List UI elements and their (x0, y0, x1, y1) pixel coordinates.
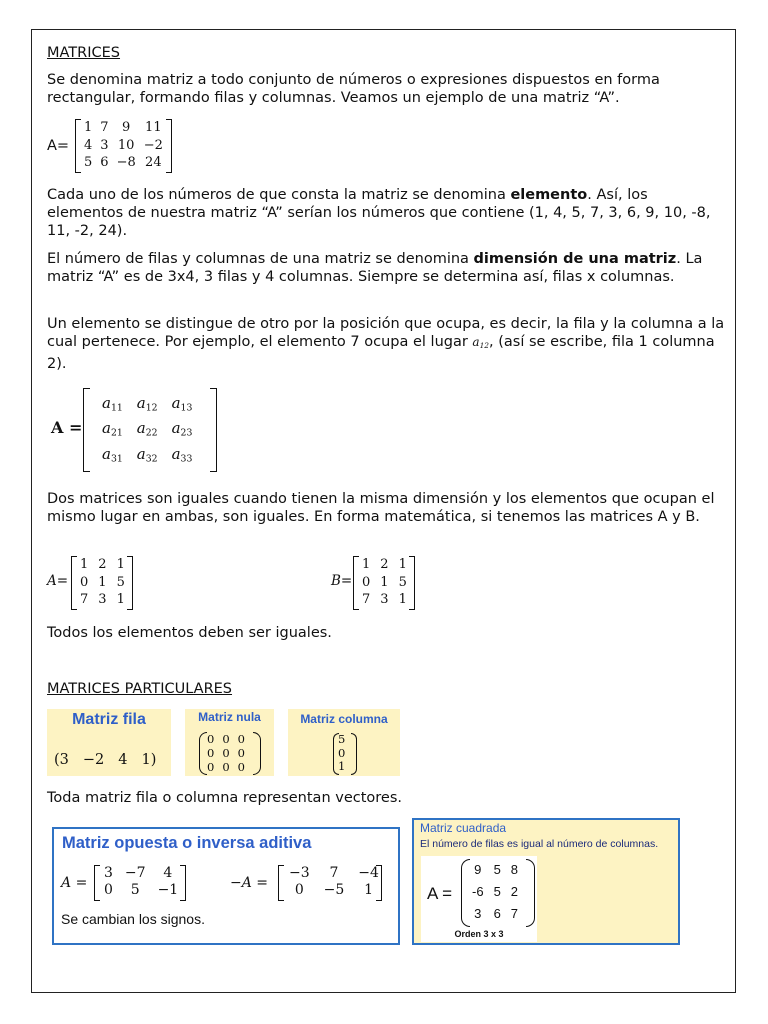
iguales-closing: Todos los elementos deben ser iguales. (47, 625, 332, 641)
cuadrada-cell: 5 (493, 862, 501, 877)
page-title: MATRICES (47, 45, 121, 61)
opuesta-neg-cell: 0 (294, 882, 304, 898)
opuesta-a-cell: 5 (130, 882, 140, 898)
matrix-eq-b-cell: 2 (380, 557, 389, 572)
opuesta-neg-cell: 1 (364, 882, 374, 898)
matrix-eq-b-cell: 1 (398, 592, 407, 607)
matrix-eq-b-cell: 5 (398, 574, 407, 590)
opuesta-neg-row (282, 882, 386, 899)
particulares-title: MATRICES PARTICULARES (47, 681, 233, 697)
general-matrix-cell: $a_{31}$ (102, 444, 123, 464)
opuesta-a-row (98, 865, 184, 882)
matriz-fila-value: 4 (118, 752, 128, 768)
cuadrada-cell: 8 (510, 862, 519, 877)
cuadrada-cell: 5 (493, 884, 501, 899)
matriz-nula-cell: 0 (207, 732, 215, 746)
matrix-a-cell: 24 (145, 155, 162, 170)
matriz-nula-cell: 0 (207, 760, 215, 774)
cuadrada-label: A = (427, 884, 453, 903)
opuesta-neg-cell: −3 (289, 865, 310, 881)
general-matrix-row (95, 416, 199, 441)
iguales-paragraph: Dos matrices son iguales cuando tienen la misma dimensión y los elementos que ocupan el mismo lugar en ambas, son iguales. En forma matemática, si tenemos las matrices A y B. (47, 491, 715, 525)
matrix-eq-a-cell: 3 (98, 592, 107, 607)
cuadrada-cell: 3 (474, 906, 482, 921)
matrix-eq-a-cell: 5 (116, 574, 125, 590)
matrix-eq-a-cell: 1 (116, 557, 125, 572)
matriz-nula-cell: 0 (222, 760, 230, 774)
general-matrix-label: A = (51, 418, 83, 437)
general-matrix-cell: $a_{32}$ (136, 444, 158, 464)
opuesta-a-label: A = (61, 875, 88, 891)
matriz-nula-cell: 0 (207, 746, 215, 760)
matriz-columna-title: Matriz columna (300, 712, 388, 726)
matriz-columna-cell: 1 (338, 759, 346, 773)
matrix-a-row (80, 119, 167, 137)
general-matrix-row (95, 391, 199, 416)
matriz-cuadrada-box (412, 818, 680, 945)
matrix-eq-a-cell: 1 (116, 592, 125, 607)
opuesta-a-row (98, 882, 184, 899)
matriz-fila-value: −2 (82, 752, 105, 768)
opuesta-a-cell: 4 (163, 865, 173, 881)
matriz-nula-title: Matriz nula (198, 710, 261, 724)
matrix-a-cell: −2 (143, 137, 163, 153)
matrix-eq-a-row (75, 591, 130, 609)
matriz-cuadrada-image (421, 856, 537, 942)
matrix-a-cell: 6 (100, 155, 109, 170)
matrix-a-cell: 7 (100, 120, 109, 135)
cuadrada-row (467, 881, 523, 903)
matrix-eq-a-row (75, 556, 130, 574)
matrix-eq-b-cell: 3 (380, 592, 389, 607)
cuadrada-cell: 7 (510, 906, 519, 921)
matriz-nula-row (203, 760, 249, 774)
matriz-fila-values (54, 752, 156, 768)
cuadrada-cell: 6 (493, 906, 501, 921)
matrix-a-cell: 5 (84, 155, 93, 170)
matriz-nula-cell: 0 (237, 760, 245, 774)
general-matrix-cell: $a_{21}$ (102, 419, 123, 439)
matrix-eq-a-label: A= (47, 573, 69, 589)
dimension-paragraph: El número de filas y columnas de una matriz se denomina dimensión de una matriz. La matriz “A” es de 3x4, 3 filas y 4 columnas. Siempre se determina así, filas x columnas. (47, 251, 703, 285)
cuadrada-row (467, 859, 523, 881)
cuadrada-row (467, 903, 523, 925)
matriz-nula-row (203, 732, 249, 746)
matrix-eq-b-cell: 1 (398, 557, 407, 572)
matrix-eq-a-cell: 1 (98, 574, 107, 590)
cuadrada-matrix (461, 859, 535, 927)
matrix-a-cell: 3 (100, 137, 109, 153)
matrix-a-cell: 10 (117, 137, 135, 153)
matrix-eq-b (353, 556, 415, 610)
cuadrada-cell: 9 (474, 862, 482, 877)
matriz-nula-cell: 0 (222, 732, 230, 746)
matrix-a-row (80, 137, 167, 155)
matriz-opuesta-box (52, 827, 400, 945)
general-matrix-cell: $a_{23}$ (171, 419, 193, 439)
matrix-eq-a-row (75, 574, 130, 592)
intro-paragraph: Se denomina matriz a todo conjunto de números o expresiones dispuestos en forma rectangular, formando filas y columnas. Veamos un ejemplo de una matriz “A”. (47, 72, 660, 106)
matriz-nula-matrix (199, 732, 261, 775)
matrix-a-cell: 9 (122, 120, 131, 135)
matriz-fila-title: Matriz fila (72, 711, 146, 728)
matriz-nula-cell: 0 (237, 746, 245, 760)
opuesta-neg-matrix (278, 865, 382, 901)
opuesta-a-cell: −7 (124, 865, 146, 881)
matriz-fila-value: (3 (54, 752, 69, 768)
opuesta-neg-cell: −4 (358, 865, 379, 881)
matriz-nula-cell: 0 (222, 746, 230, 760)
general-matrix-cell: $a_{12}$ (136, 394, 158, 414)
matriz-columna-cell: 0 (338, 745, 346, 760)
matrix-a-cell: 11 (145, 120, 162, 135)
elemento-paragraph: Cada uno de los números de que consta la matriz se denomina elemento. Así, los elementos de nuestra matriz “A” serían los números que contiene (1, 4, 5, 7, 3, 6, 9, 10, -8, 11, -2, 24). (47, 187, 711, 239)
matrix-a-cell: 4 (84, 137, 93, 153)
matrix-eq-a (71, 556, 133, 610)
matriz-columna-matrix (333, 733, 357, 775)
matrix-eq-a-cell: 2 (98, 557, 107, 572)
opuesta-a-cell: 3 (104, 865, 113, 881)
matrix-a-cell: 1 (84, 120, 93, 135)
matriz-columna-cell: 5 (338, 732, 346, 746)
matrix-eq-b-row (357, 556, 412, 574)
opuesta-a-cell: 0 (104, 882, 113, 898)
opuesta-a-matrix (94, 865, 186, 901)
opuesta-a-cell: −1 (157, 882, 179, 898)
general-matrix-cell: $a_{22}$ (136, 419, 158, 439)
general-matrix (83, 388, 217, 472)
opuesta-neg-cell: 7 (329, 865, 339, 881)
matrix-a-label: A= (47, 138, 70, 154)
matriz-fila-value: 1) (141, 752, 157, 768)
matrix-a (75, 119, 172, 173)
matrix-eq-a-cell: 0 (80, 574, 89, 590)
matrix-eq-b-cell: 1 (380, 574, 389, 590)
opuesta-neg-label: −A = (230, 875, 269, 891)
document-page (31, 29, 736, 993)
matrix-eq-b-cell: 0 (362, 574, 371, 590)
matrix-eq-b-cell: 1 (362, 557, 371, 572)
matrix-a-cell: −8 (116, 155, 136, 170)
matriz-nula-row (203, 746, 249, 760)
matrix-eq-a-cell: 7 (80, 592, 89, 607)
matriz-fila-box (47, 709, 171, 776)
matrix-eq-b-row (357, 574, 412, 592)
general-matrix-cell: $a_{11}$ (102, 394, 123, 414)
vectores-note: Toda matriz fila o columna representan vectores. (47, 790, 403, 806)
cuadrada-orden: Orden 3 x 3 (454, 929, 504, 939)
matriz-nula-cell: 0 (237, 732, 245, 746)
posicion-paragraph: Un elemento se distingue de otro por la posición que ocupa, es decir, la fila y la columna a la cual pertenece. Por ejemplo, el elemento 7 ocupa el lugar $a_{12}$, (así se escribe, fila 1 columna 2). (47, 316, 725, 372)
matrix-eq-b-row (357, 591, 412, 609)
opuesta-neg-row (282, 865, 386, 882)
matriz-opuesta-title: Matriz opuesta o inversa aditiva (62, 834, 312, 852)
matrix-eq-b-label: B= (331, 573, 353, 589)
general-matrix-row (95, 442, 199, 467)
matrix-eq-b-cell: 7 (362, 592, 371, 607)
matriz-nula-box (185, 709, 274, 776)
matriz-columna-box (288, 709, 400, 776)
opuesta-note: Se cambian los signos. (61, 911, 205, 927)
opuesta-neg-cell: −5 (323, 882, 345, 898)
cuadrada-cell: -6 (472, 884, 484, 899)
general-matrix-cell: $a_{13}$ (171, 394, 193, 414)
matrix-eq-a-cell: 1 (80, 557, 89, 572)
general-matrix-cell: $a_{33}$ (171, 444, 193, 464)
matrix-a-row (80, 154, 167, 172)
cuadrada-cell: 2 (510, 884, 519, 899)
matriz-cuadrada-title: Matriz cuadrada (420, 821, 507, 835)
matriz-cuadrada-desc: El número de filas es igual al número de columnas. (420, 838, 659, 850)
